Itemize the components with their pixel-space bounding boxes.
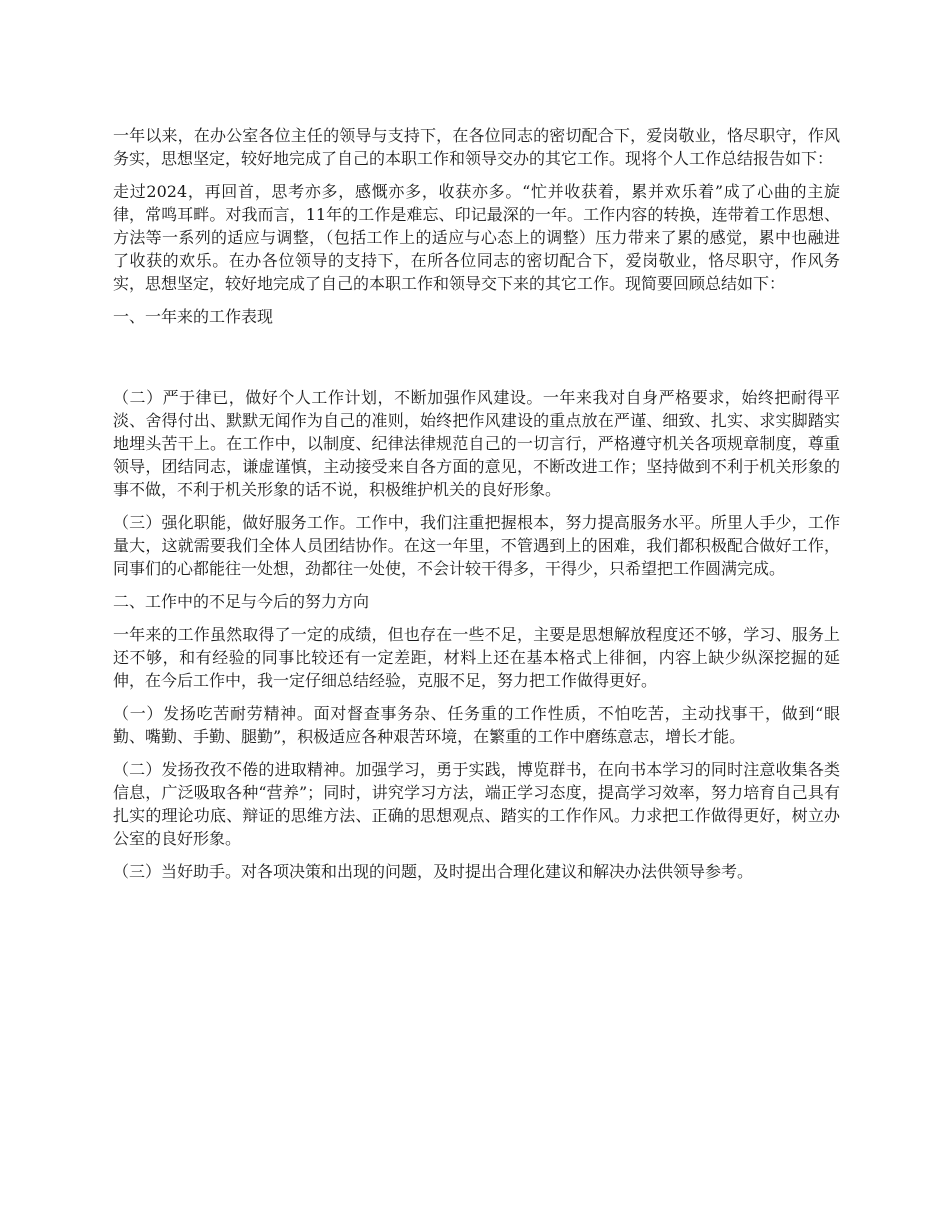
section-2-item-1: （一）发扬吃苦耐劳精神。面对督查事务杂、任务重的工作性质，不怕吃苦，主动找事干，做到“眼勤、嘴勤、手勤、腿勤”，积极适应各种艰苦环境，在繁重的工作中磨练意志，增长才能。 — [113, 704, 840, 746]
intro-paragraph: 一年以来，在办公室各位主任的领导与支持下，在各位同志的密切配合下，爱岗敬业，恪尽职守，作风务实，思想坚定，较好地完成了自己的本职工作和领导交办的其它工作。现将个人工作总结报告如下： — [113, 126, 840, 168]
section-1-item-2: （二）严于律已，做好个人工作计划，不断加强作风建设。一年来我对自身严格要求，始终把耐得平淡、舍得付出、默默无闻作为自己的准则，始终把作风建设的重点放在严谨、细致、扎实、求实脚踏实地埋头苦干上。在工作中，以制度、纪律法律规范自己的一切言行，严格遵守机关各项规章制度，尊重领导，团结同志，谦虚谨慎，主动接受来自各方面的意见，不断改进工作；坚持做到不利于机关形象的事不做，不利于机关形象的话不说，积极维护机关的良好形象。 — [113, 388, 840, 499]
section-2-heading: 二、工作中的不足与今后的努力方向 — [113, 592, 370, 611]
section-2-intro: 一年来的工作虽然取得了一定的成绩，但也存在一些不足，主要是思想解放程度还不够，学习、服务上还不够，和有经验的同事比较还有一定差距，材料上还在基本格式上徘徊，内容上缺少纵深挖掘的延伸，在今后工作中，我一定仔细总结经验，克服不足，努力把工作做得更好。 — [113, 625, 840, 690]
review-paragraph: 走过2024，再回首，思考亦多，感慨亦多，收获亦多。“忙并收获着，累并欢乐着”成了心曲的主旋律，常鸣耳畔。对我而言，11年的工作是难忘、印记最深的一年。工作内容的转换，连带着工作思想、方法等一系列的适应与调整，（包括工作上的适应与心态上的调整）压力带来了累的感觉，累中也融进了收获的欢乐。在办各位领导的支持下，在所各位同志的密切配合下，爱岗敬业，恪尽职守，作风务实，思想坚定，较好地完成了自己的本职工作和领导交下来的其它工作。现简要回顾总结如下： — [113, 182, 840, 293]
document-body — [113, 124, 840, 893]
section-1-item-3: （三）强化职能，做好服务工作。工作中，我们注重把握根本，努力提高服务水平。所里人手少，工作量大，这就需要我们全体人员团结协作。在这一年里，不管遇到上的困难，我们都积极配合做好工作，同事们的心都能往一处想，劲都往一处使，不会计较干得多，干得少，只希望把工作圆满完成。 — [113, 513, 840, 578]
section-2-item-3: （三）当好助手。对各项决策和出现的问题，及时提出合理化建议和解决办法供领导参考。 — [113, 862, 754, 881]
blank-space — [113, 338, 840, 386]
section-2-item-2: （二）发扬孜孜不倦的进取精神。加强学习，勇于实践，博览群书，在向书本学习的同时注意收集各类信息，广泛吸取各种“营养”；同时，讲究学习方法，端正学习态度，提高学习效率，努力培育自己具有扎实的理论功底、辩证的思维方法、正确的思想观点、踏实的工作作风。力求把工作做得更好，树立办公室的良好形象。 — [113, 760, 840, 848]
section-1-heading: 一、一年来的工作表现 — [113, 307, 274, 326]
